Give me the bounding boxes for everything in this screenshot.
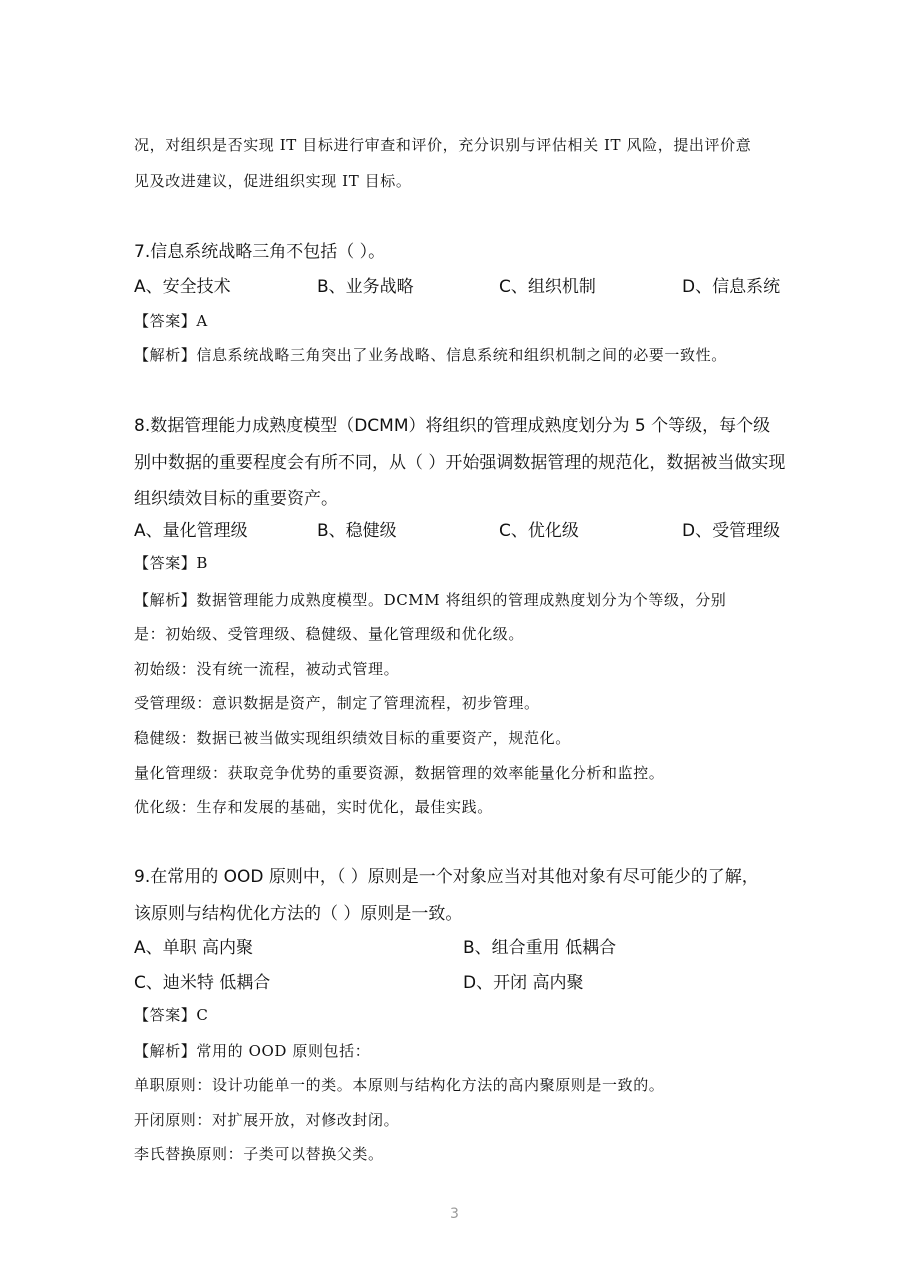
q8-option-c: C、优化级	[499, 521, 579, 541]
q7-answer: 【答案】A	[134, 312, 208, 330]
q9-option-b: B、组合重用 低耦合	[463, 938, 617, 958]
intro-line-2: 见及改进建议，促进组织实现 IT 目标。	[134, 172, 412, 190]
q8-analysis-line-7: 优化级：生存和发展的基础，实时优化，最佳实践。	[134, 798, 493, 816]
q9-option-c: C、迪米特 低耦合	[134, 973, 271, 993]
q9-answer: 【答案】C	[134, 1006, 209, 1024]
q9-analysis-line-3: 开闭原则：对扩展开放，对修改封闭。	[134, 1111, 400, 1129]
q9-stem-line-1: 9.在常用的 OOD 原则中，（ ）原则是一个对象应当对其他对象有尽可能少的了解，	[134, 867, 759, 887]
q8-analysis-line-3: 初始级：没有统一流程，被动式管理。	[134, 660, 400, 678]
q8-option-b: B、稳健级	[317, 521, 397, 541]
q9-stem-line-2: 该原则与结构优化方法的（ ）原则是一致。	[134, 904, 463, 924]
q8-stem-line-3: 组织绩效目标的重要资产。	[134, 489, 338, 509]
q7-stem: 7.信息系统战略三角不包括（ ）。	[134, 242, 386, 262]
q7-analysis: 【解析】信息系统战略三角突出了业务战略、信息系统和组织机制之间的必要一致性。	[134, 346, 727, 364]
q9-analysis-line-4: 李氏替换原则：子类可以替换父类。	[134, 1145, 384, 1163]
q8-option-a: A、量化管理级	[134, 521, 248, 541]
page-number: 3	[450, 1206, 459, 1222]
q8-analysis-line-6: 量化管理级：获取竞争优势的重要资源，数据管理的效率能量化分析和监控。	[134, 764, 665, 782]
q8-analysis-line-5: 稳健级：数据已被当做实现组织绩效目标的重要资产，规范化。	[134, 729, 571, 747]
q9-analysis-line-1: 【解析】常用的 OOD 原则包括：	[134, 1042, 371, 1060]
q7-option-c: C、组织机制	[499, 277, 596, 297]
q8-analysis-line-2: 是：初始级、受管理级、稳健级、量化管理级和优化级。	[134, 625, 525, 643]
q8-option-d: D、受管理级	[682, 521, 781, 541]
q8-answer: 【答案】B	[134, 554, 209, 572]
q9-analysis-line-2: 单职原则：设计功能单一的类。本原则与结构化方法的高内聚原则是一致的。	[134, 1076, 665, 1094]
q7-option-b: B、业务战略	[317, 277, 414, 297]
q8-stem-line-1: 8.数据管理能力成熟度模型（DCMM）将组织的管理成熟度划分为 5 个等级，每个级	[134, 416, 771, 436]
q8-analysis-line-1: 【解析】数据管理能力成熟度模型。DCMM 将组织的管理成熟度划分为个等级，分别	[134, 591, 727, 609]
q9-option-a: A、单职 高内聚	[134, 938, 254, 958]
q8-stem-line-2: 别中数据的重要程度会有所不同，从（ ）开始强调数据管理的规范化，数据被当做实现	[134, 453, 786, 473]
q7-option-a: A、安全技术	[134, 277, 231, 297]
q7-option-d: D、信息系统	[682, 277, 781, 297]
intro-line-1: 况，对组织是否实现 IT 目标进行审查和评价，充分识别与评估相关 IT 风险，提出评价意	[134, 136, 752, 154]
q8-analysis-line-4: 受管理级：意识数据是资产，制定了管理流程，初步管理。	[134, 694, 540, 712]
q9-option-d: D、开闭 高内聚	[463, 973, 584, 993]
